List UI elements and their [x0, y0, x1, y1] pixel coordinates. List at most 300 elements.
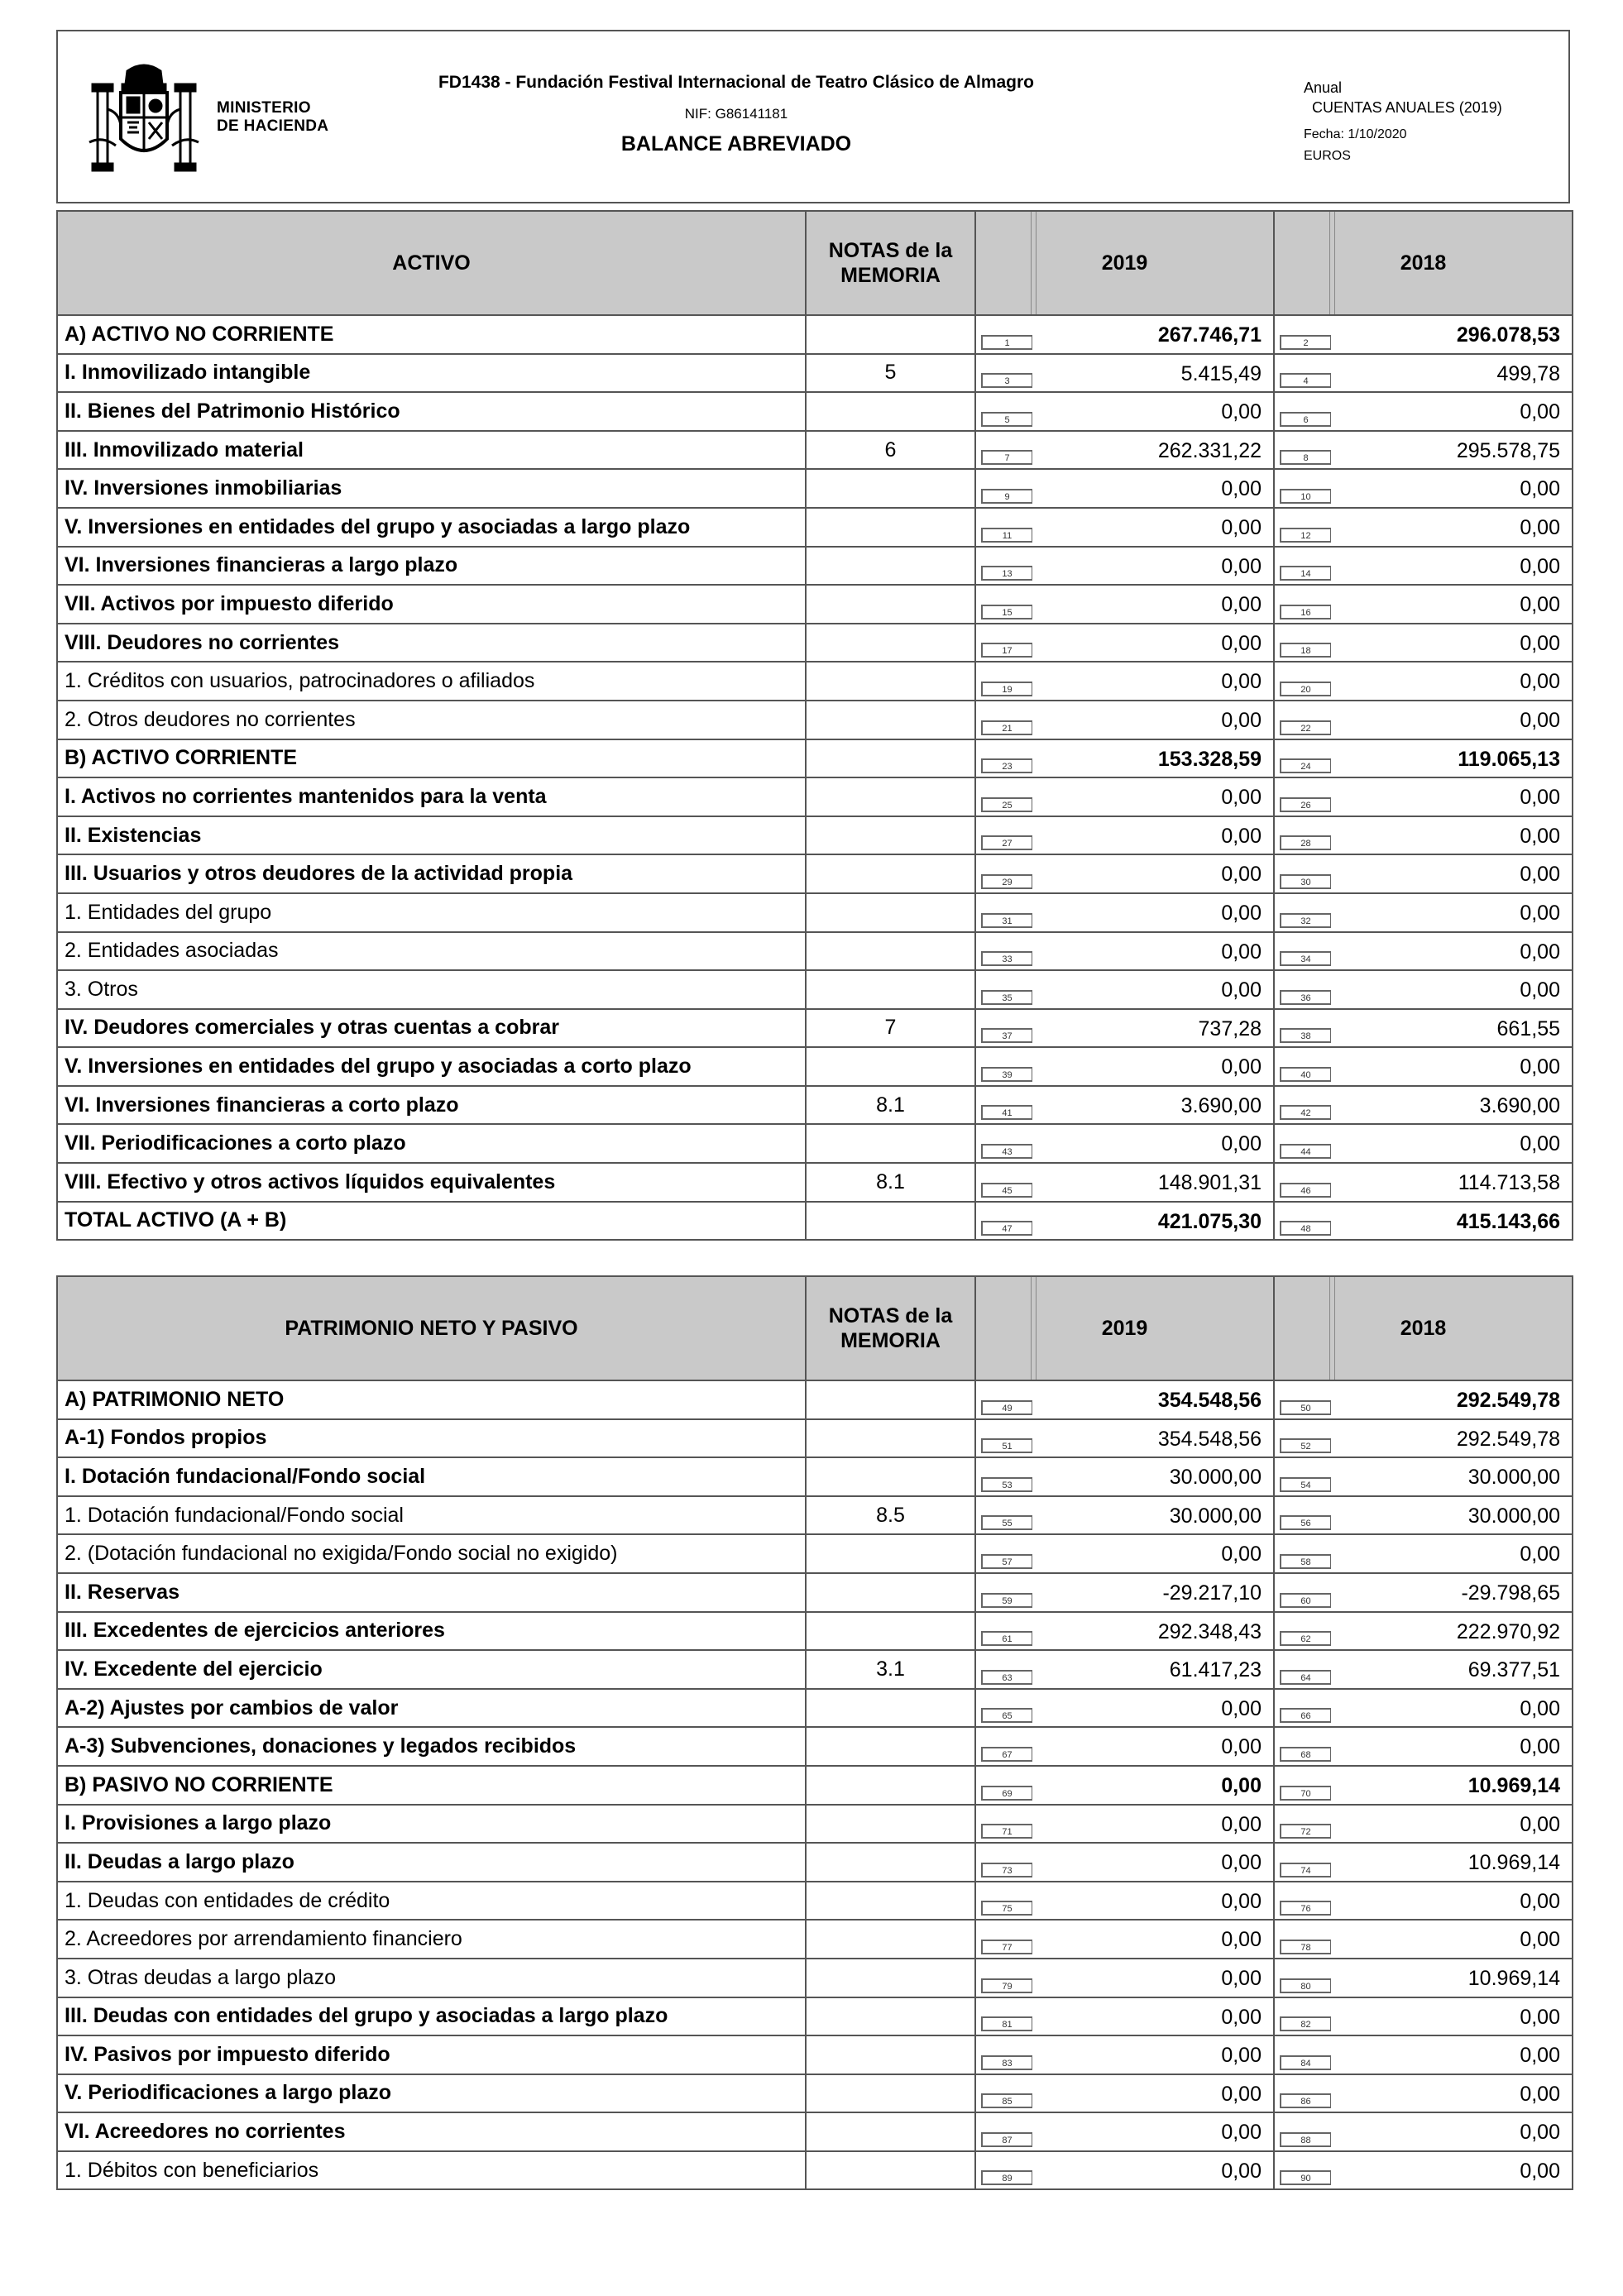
- row-label: I. Inmovilizado intangible: [57, 354, 806, 393]
- cell-code: 75: [981, 1901, 1032, 1916]
- row-label: A-2) Ajustes por cambios de valor: [57, 1689, 806, 1728]
- table-row: [57, 1805, 1573, 1844]
- cell-code: 82: [1280, 2016, 1331, 2031]
- cell-code: 41: [981, 1105, 1032, 1120]
- table-row: [57, 739, 1573, 778]
- table-row: [57, 1650, 1573, 1689]
- row-label: IV. Excedente del ejercicio: [57, 1650, 806, 1689]
- row-value-2019: [975, 1727, 1274, 1766]
- value-2018: 292.549,78: [1456, 1389, 1560, 1412]
- value-2019: 0,00: [1221, 1696, 1262, 1720]
- cell-code: 45: [981, 1183, 1032, 1198]
- value-2019: 0,00: [1221, 1966, 1262, 1990]
- pasivo-header-year1: [975, 1276, 1274, 1380]
- value-2018: 0,00: [1520, 2082, 1560, 2106]
- row-label: III. Usuarios y otros deudores de la actividad propia: [57, 854, 806, 893]
- cell-code: 9: [981, 489, 1032, 504]
- cell-code: 32: [1280, 913, 1331, 928]
- table-row: [57, 1727, 1573, 1766]
- document-header: [56, 30, 1570, 203]
- table-row: [57, 662, 1573, 701]
- row-nota: [806, 1573, 975, 1612]
- row-label: VI. Acreedores no corrientes: [57, 2112, 806, 2151]
- row-label: A-3) Subvenciones, donaciones y legados recibidos: [57, 1727, 806, 1766]
- row-nota: [806, 854, 975, 893]
- row-label: VIII. Efectivo y otros activos líquidos equivalentes: [57, 1163, 806, 1202]
- pasivo-year2-label: 2018: [1400, 1316, 1447, 1340]
- row-value-2018: [1274, 469, 1573, 508]
- row-value-2019: [975, 1047, 1274, 1086]
- row-value-2018: [1274, 1457, 1573, 1496]
- row-value-2018: [1274, 1163, 1573, 1202]
- value-2019: 153.328,59: [1157, 747, 1262, 771]
- table-row: [57, 1882, 1573, 1921]
- row-label: III. Deudas con entidades del grupo y asociadas a largo plazo: [57, 1997, 806, 2036]
- row-label: IV. Deudores comerciales y otras cuentas a cobrar: [57, 1009, 806, 1048]
- value-2019: 0,00: [1221, 2082, 1262, 2106]
- row-label: VI. Inversiones financieras a corto plazo: [57, 1086, 806, 1125]
- value-2018: 0,00: [1520, 901, 1560, 925]
- value-2018: 119.065,13: [1458, 747, 1560, 771]
- row-value-2018: [1274, 1959, 1573, 1997]
- value-2019: -29.217,10: [1162, 1581, 1262, 1605]
- row-label: VII. Periodificaciones a corto plazo: [57, 1124, 806, 1163]
- row-nota: [806, 1920, 975, 1959]
- row-nota: [806, 392, 975, 431]
- table-row: [57, 1612, 1573, 1651]
- currency: EUROS: [1304, 149, 1351, 163]
- cell-code: 8: [1280, 450, 1331, 465]
- row-value-2018: [1274, 1496, 1573, 1535]
- row-value-2019: [975, 585, 1274, 624]
- row-label: 2. Otros deudores no corrientes: [57, 701, 806, 739]
- row-nota: [806, 1727, 975, 1766]
- value-2018: 10.969,14: [1467, 1851, 1560, 1875]
- row-nota: [806, 662, 975, 701]
- value-2018: -29.798,65: [1461, 1581, 1560, 1605]
- value-2018: 0,00: [1520, 670, 1560, 694]
- row-label: II. Existencias: [57, 816, 806, 855]
- row-nota: [806, 970, 975, 1009]
- row-nota: [806, 1997, 975, 2036]
- row-value-2018: [1274, 585, 1573, 624]
- pasivo-year1-label: 2019: [1101, 1316, 1148, 1340]
- row-value-2019: [975, 547, 1274, 586]
- table-row: [57, 508, 1573, 547]
- cell-code: 42: [1280, 1105, 1331, 1120]
- cell-code: 78: [1280, 1940, 1331, 1954]
- table-row: [57, 1766, 1573, 1805]
- cell-code: 58: [1280, 1554, 1331, 1569]
- cell-code: 65: [981, 1708, 1032, 1723]
- row-value-2019: [975, 1009, 1274, 1048]
- row-value-2019: [975, 2112, 1274, 2151]
- row-value-2019: [975, 739, 1274, 778]
- row-nota: [806, 624, 975, 662]
- row-nota: [806, 1380, 975, 1419]
- table-row: [57, 1689, 1573, 1728]
- cell-code: 5: [981, 412, 1032, 427]
- pasivo-table: [56, 1275, 1573, 2190]
- value-2019: 0,00: [1221, 1928, 1262, 1952]
- row-value-2018: [1274, 1882, 1573, 1921]
- row-value-2018: [1274, 1843, 1573, 1882]
- row-label: 2. (Dotación fundacional no exigida/Fondo social no exigido): [57, 1534, 806, 1573]
- cell-code: 22: [1280, 720, 1331, 735]
- table-row: [57, 1573, 1573, 1612]
- activo-header-label: ACTIVO: [57, 211, 806, 315]
- row-label: VII. Activos por impuesto diferido: [57, 585, 806, 624]
- row-value-2019: [975, 1920, 1274, 1959]
- value-2018: 0,00: [1520, 2159, 1560, 2183]
- value-2019: 0,00: [1221, 1812, 1262, 1836]
- cell-code: 73: [981, 1863, 1032, 1877]
- row-value-2019: [975, 1202, 1274, 1241]
- cell-code: 7: [981, 450, 1032, 465]
- cell-code: 88: [1280, 2132, 1331, 2147]
- value-2019: 0,00: [1221, 1889, 1262, 1913]
- value-2018: 0,00: [1520, 554, 1560, 578]
- value-2018: 114.713,58: [1458, 1171, 1560, 1195]
- value-2018: 0,00: [1520, 978, 1560, 1002]
- row-value-2019: [975, 624, 1274, 662]
- value-2019: 0,00: [1221, 515, 1262, 539]
- row-value-2019: [975, 1843, 1274, 1882]
- cell-code: 49: [981, 1400, 1032, 1415]
- row-value-2019: [975, 354, 1274, 393]
- row-value-2018: [1274, 1650, 1573, 1689]
- row-value-2019: [975, 315, 1274, 354]
- value-2019: 292.348,43: [1157, 1619, 1262, 1643]
- row-label: II. Bienes del Patrimonio Histórico: [57, 392, 806, 431]
- row-value-2018: [1274, 624, 1573, 662]
- cell-code: 24: [1280, 758, 1331, 773]
- row-value-2018: [1274, 2151, 1573, 2190]
- activo-header-year1: [975, 211, 1274, 315]
- value-2018: 10.969,14: [1467, 1773, 1560, 1797]
- row-value-2018: [1274, 1612, 1573, 1651]
- cell-code: 47: [981, 1221, 1032, 1236]
- cell-code: 46: [1280, 1183, 1331, 1198]
- row-value-2018: [1274, 893, 1573, 932]
- cell-code: 34: [1280, 951, 1331, 966]
- cell-code: 13: [981, 566, 1032, 581]
- row-value-2019: [975, 1882, 1274, 1921]
- cell-code: 50: [1280, 1400, 1331, 1415]
- row-label: I. Dotación fundacional/Fondo social: [57, 1457, 806, 1496]
- activo-header-notas: NOTAS de la MEMORIA: [806, 211, 975, 315]
- value-2019: 0,00: [1221, 1055, 1262, 1079]
- cell-code: 69: [981, 1786, 1032, 1801]
- row-label: B) PASIVO NO CORRIENTE: [57, 1766, 806, 1805]
- value-2018: 415.143,66: [1456, 1209, 1560, 1233]
- row-label: IV. Pasivos por impuesto diferido: [57, 2035, 806, 2074]
- cell-code: 33: [981, 951, 1032, 966]
- row-label: I. Provisiones a largo plazo: [57, 1805, 806, 1844]
- row-nota: [806, 2035, 975, 2074]
- row-nota: [806, 1766, 975, 1805]
- cell-code: 43: [981, 1144, 1032, 1159]
- row-value-2018: [1274, 1047, 1573, 1086]
- value-2019: 0,00: [1221, 631, 1262, 655]
- cell-code: 28: [1280, 835, 1331, 850]
- activo-table: [56, 210, 1573, 1241]
- cell-code: 35: [981, 990, 1032, 1005]
- cell-code: 6: [1280, 412, 1331, 427]
- row-nota: [806, 1612, 975, 1651]
- value-2018: 661,55: [1496, 1016, 1560, 1040]
- row-value-2019: [975, 701, 1274, 739]
- cell-code: 44: [1280, 1144, 1331, 1159]
- table-row: [57, 2151, 1573, 2190]
- value-2018: 3.690,00: [1479, 1093, 1560, 1117]
- row-nota: [806, 1843, 975, 1882]
- document-title: BALANCE ABREVIADO: [620, 132, 852, 155]
- row-value-2019: [975, 2074, 1274, 2113]
- value-2019: 421.075,30: [1157, 1209, 1262, 1233]
- value-2019: 0,00: [1221, 400, 1262, 424]
- row-label: I. Activos no corrientes mantenidos para la venta: [57, 777, 806, 816]
- row-nota: [806, 777, 975, 816]
- value-2018: 0,00: [1520, 2044, 1560, 2068]
- row-value-2018: [1274, 932, 1573, 971]
- value-2019: 5.415,49: [1180, 361, 1262, 385]
- value-2019: 262.331,22: [1157, 438, 1262, 462]
- value-2019: 354.548,56: [1157, 1427, 1262, 1451]
- row-label: 1. Créditos con usuarios, patrocinadores o afiliados: [57, 662, 806, 701]
- table-row: [57, 1457, 1573, 1496]
- row-nota: 6: [806, 431, 975, 470]
- table-row: [57, 2112, 1573, 2151]
- cell-code: 23: [981, 758, 1032, 773]
- cell-code: 21: [981, 720, 1032, 735]
- ministry-line-2: DE HACIENDA: [217, 117, 329, 135]
- row-value-2019: [975, 1997, 1274, 2036]
- row-value-2019: [975, 1163, 1274, 1202]
- cell-code: 68: [1280, 1747, 1331, 1762]
- coat-of-arms-logo: [86, 60, 202, 184]
- value-2019: 0,00: [1221, 940, 1262, 964]
- value-2018: 0,00: [1520, 1132, 1560, 1156]
- value-2019: 61.417,23: [1169, 1658, 1262, 1682]
- row-value-2018: [1274, 354, 1573, 393]
- row-nota: [806, 547, 975, 586]
- cell-code: 29: [981, 874, 1032, 889]
- table-row: [57, 1534, 1573, 1573]
- table-row: [57, 777, 1573, 816]
- cell-code: 2: [1280, 335, 1331, 350]
- cell-code: 57: [981, 1554, 1032, 1569]
- cell-code: 30: [1280, 874, 1331, 889]
- cell-code: 51: [981, 1438, 1032, 1453]
- row-nota: [806, 739, 975, 778]
- value-2019: 0,00: [1221, 1543, 1262, 1567]
- cell-code: 3: [981, 373, 1032, 388]
- cell-code: 11: [981, 528, 1032, 543]
- cell-code: 20: [1280, 682, 1331, 696]
- row-value-2018: [1274, 1009, 1573, 1048]
- value-2019: 0,00: [1221, 670, 1262, 694]
- value-2018: 0,00: [1520, 631, 1560, 655]
- value-2019: 0,00: [1221, 824, 1262, 848]
- row-value-2019: [975, 2151, 1274, 2190]
- row-label: V. Inversiones en entidades del grupo y asociadas a largo plazo: [57, 508, 806, 547]
- cell-code: 52: [1280, 1438, 1331, 1453]
- row-value-2018: [1274, 1689, 1573, 1728]
- value-2019: 0,00: [1221, 1773, 1262, 1797]
- table-row: [57, 1419, 1573, 1458]
- table-row: [57, 1997, 1573, 2036]
- table-row: [57, 2035, 1573, 2074]
- row-nota: [806, 1882, 975, 1921]
- activo-header-row: [57, 211, 1573, 315]
- entity-name: FD1438 - Fundación Festival Internacional de Teatro Clásico de Almagro: [438, 73, 1034, 92]
- row-value-2019: [975, 1380, 1274, 1419]
- row-nota: [806, 1047, 975, 1086]
- row-nota: [806, 893, 975, 932]
- row-value-2019: [975, 1805, 1274, 1844]
- table-row: [57, 469, 1573, 508]
- table-row: [57, 816, 1573, 855]
- table-row: [57, 354, 1573, 393]
- table-row: [57, 1959, 1573, 1997]
- value-2019: 0,00: [1221, 1851, 1262, 1875]
- cell-code: 27: [981, 835, 1032, 850]
- cell-code: 1: [981, 335, 1032, 350]
- row-nota: 3.1: [806, 1650, 975, 1689]
- row-value-2018: [1274, 392, 1573, 431]
- cell-code: 31: [981, 913, 1032, 928]
- value-2019: 267.746,71: [1157, 323, 1262, 347]
- row-label: II. Reservas: [57, 1573, 806, 1612]
- cell-code: 62: [1280, 1631, 1331, 1646]
- value-2018: 292.549,78: [1456, 1427, 1560, 1451]
- row-label: A) PATRIMONIO NETO: [57, 1380, 806, 1419]
- table-row: [57, 1380, 1573, 1419]
- value-2018: 0,00: [1520, 2005, 1560, 2029]
- value-2018: 30.000,00: [1467, 1504, 1560, 1528]
- row-value-2018: [1274, 1124, 1573, 1163]
- row-nota: [806, 469, 975, 508]
- table-row: [57, 1009, 1573, 1048]
- cell-code: 16: [1280, 605, 1331, 619]
- row-value-2018: [1274, 508, 1573, 547]
- table-row: [57, 701, 1573, 739]
- cell-code: 74: [1280, 1863, 1331, 1877]
- value-2018: 0,00: [1520, 1928, 1560, 1952]
- row-value-2018: [1274, 777, 1573, 816]
- cell-code: 15: [981, 605, 1032, 619]
- row-label: III. Excedentes de ejercicios anteriores: [57, 1612, 806, 1651]
- row-value-2019: [975, 1689, 1274, 1728]
- cuentas-anuales: CUENTAS ANUALES (2019): [1312, 99, 1502, 116]
- row-value-2019: [975, 1766, 1274, 1805]
- cell-code: 4: [1280, 373, 1331, 388]
- cell-code: 56: [1280, 1515, 1331, 1530]
- table-row: [57, 431, 1573, 470]
- cell-code: 83: [981, 2055, 1032, 2070]
- table-row: [57, 854, 1573, 893]
- value-2019: 0,00: [1221, 2044, 1262, 2068]
- cell-code: 90: [1280, 2170, 1331, 2185]
- ministry-name: [217, 99, 328, 136]
- row-value-2019: [975, 777, 1274, 816]
- row-value-2019: [975, 431, 1274, 470]
- row-value-2019: [975, 1650, 1274, 1689]
- value-2019: 30.000,00: [1169, 1466, 1262, 1490]
- value-2018: 30.000,00: [1467, 1466, 1560, 1490]
- row-label: 1. Entidades del grupo: [57, 893, 806, 932]
- value-2018: 0,00: [1520, 477, 1560, 501]
- cell-code: 64: [1280, 1670, 1331, 1685]
- row-label: A-1) Fondos propios: [57, 1419, 806, 1458]
- cell-code: 48: [1280, 1221, 1331, 1236]
- cell-code: 67: [981, 1747, 1032, 1762]
- row-value-2018: [1274, 701, 1573, 739]
- row-value-2018: [1274, 1202, 1573, 1241]
- cell-code: 86: [1280, 2093, 1331, 2108]
- cell-code: 76: [1280, 1901, 1331, 1916]
- cell-code: 26: [1280, 797, 1331, 812]
- row-nota: [806, 1805, 975, 1844]
- date: Fecha: 1/10/2020: [1304, 127, 1407, 141]
- pasivo-header-notas: NOTAS de la MEMORIA: [806, 1276, 975, 1380]
- row-nota: [806, 932, 975, 971]
- value-2019: 0,00: [1221, 593, 1262, 617]
- cell-code: 12: [1280, 528, 1331, 543]
- row-nota: [806, 2074, 975, 2113]
- cell-code: 70: [1280, 1786, 1331, 1801]
- row-value-2018: [1274, 1920, 1573, 1959]
- row-value-2019: [975, 392, 1274, 431]
- cell-code: 63: [981, 1670, 1032, 1685]
- cell-code: 19: [981, 682, 1032, 696]
- row-nota: [806, 701, 975, 739]
- value-2018: 0,00: [1520, 1812, 1560, 1836]
- row-value-2018: [1274, 2074, 1573, 2113]
- row-value-2018: [1274, 547, 1573, 586]
- table-row: [57, 1086, 1573, 1125]
- row-value-2018: [1274, 431, 1573, 470]
- activo-year2-label: 2018: [1400, 251, 1447, 275]
- value-2019: 0,00: [1221, 786, 1262, 810]
- value-2018: 0,00: [1520, 824, 1560, 848]
- pasivo-header-year2: [1274, 1276, 1573, 1380]
- row-value-2019: [975, 1086, 1274, 1125]
- table-row: [57, 970, 1573, 1009]
- cell-code: 84: [1280, 2055, 1331, 2070]
- row-label: V. Inversiones en entidades del grupo y asociadas a corto plazo: [57, 1047, 806, 1086]
- cell-code: 14: [1280, 566, 1331, 581]
- row-value-2018: [1274, 1805, 1573, 1844]
- row-value-2018: [1274, 1997, 1573, 2036]
- value-2018: 10.969,14: [1467, 1966, 1560, 1990]
- cell-code: 18: [1280, 643, 1331, 658]
- value-2018: 0,00: [1520, 593, 1560, 617]
- cell-code: 66: [1280, 1708, 1331, 1723]
- cell-code: 59: [981, 1593, 1032, 1608]
- row-value-2019: [975, 854, 1274, 893]
- table-row: [57, 1047, 1573, 1086]
- activo-year1-label: 2019: [1101, 251, 1148, 275]
- cell-code: 38: [1280, 1028, 1331, 1043]
- value-2018: 0,00: [1520, 708, 1560, 732]
- row-value-2019: [975, 1457, 1274, 1496]
- row-value-2019: [975, 662, 1274, 701]
- value-2018: 0,00: [1520, 863, 1560, 887]
- nif: NIF: G86141181: [684, 106, 788, 122]
- row-label: 3. Otros: [57, 970, 806, 1009]
